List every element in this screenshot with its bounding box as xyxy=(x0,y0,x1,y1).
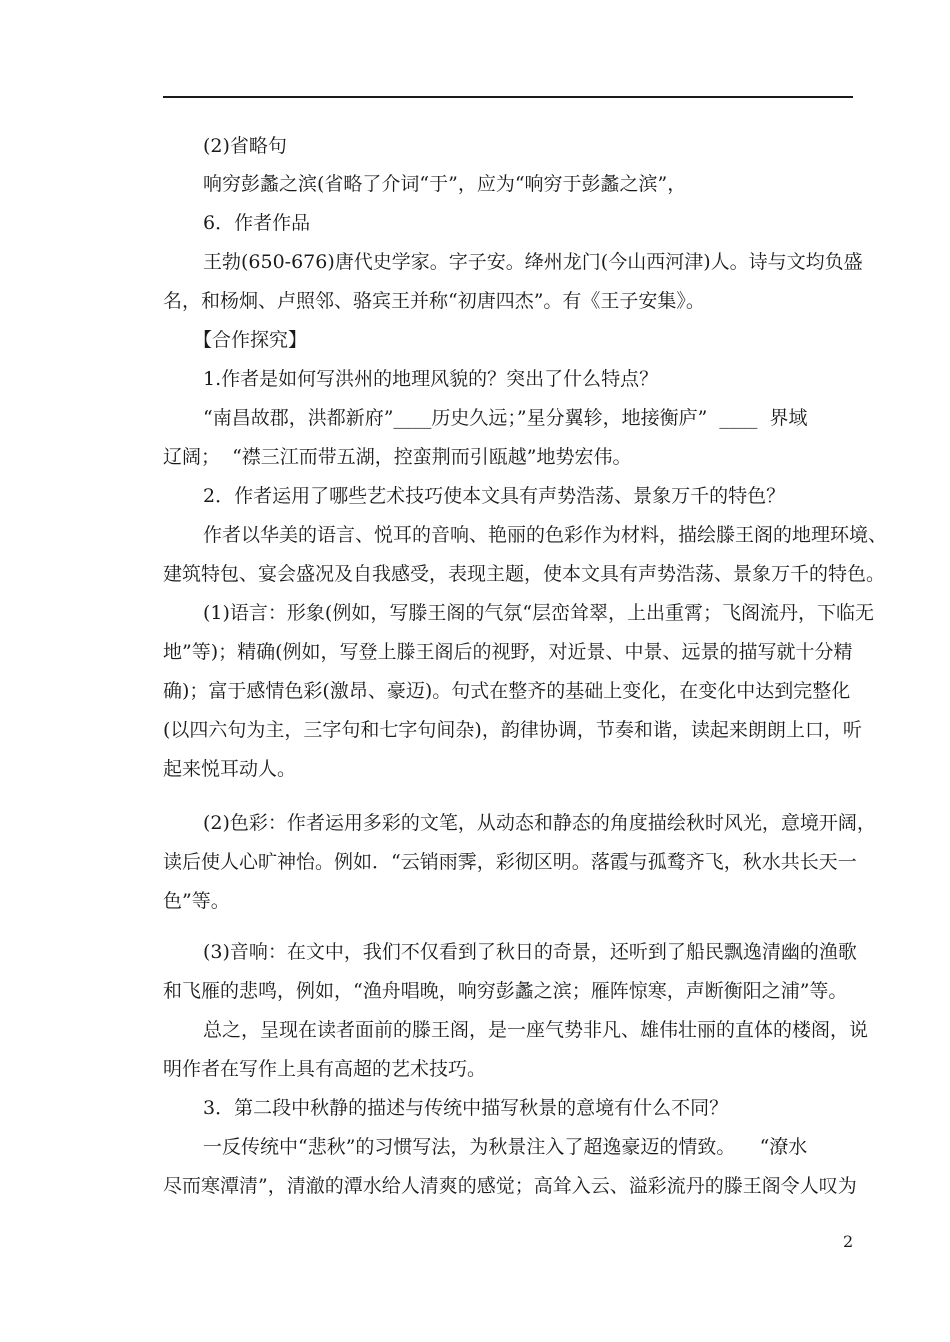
text-line: (2)省略句 xyxy=(203,135,287,157)
question-1: 1.作者是如何写洪州的地理风貌的？突出了什么特点？ xyxy=(203,368,659,390)
text-line: 响穷彭蠡之滨(省略了介词“于”，应为“响穷于彭蠡之滨”， xyxy=(203,173,687,195)
text-line: 确)；富于感情色彩(激昂、豪迈)。句式在整齐的基础上变化，在变化中达到完整化 xyxy=(163,680,851,702)
text-line: (3)音响：在文中，我们不仅看到了秋日的奇景，还听到了船民飘逸清幽的渔歌 xyxy=(203,941,857,963)
text-line: 6．作者作品 xyxy=(203,212,311,234)
text-line: 读后使人心旷神怡。例如．“云销雨霁，彩彻区明。落霞与孤鹜齐飞，秋水共长天一 xyxy=(163,851,857,873)
question-3: 3．第二段中秋静的描述与传统中描写秋景的意境有什么不同？ xyxy=(203,1097,729,1119)
question-2: 2．作者运用了哪些艺术技巧使本文具有声势浩荡、景象万千的特色？ xyxy=(203,485,786,507)
text-line: 地”等)；精确(例如，写登上滕王阁后的视野，对近景、中景、远景的描写就十分精 xyxy=(163,641,853,663)
text-line: 起来悦耳动人。 xyxy=(163,758,297,780)
section-heading: 【合作探究】 xyxy=(193,329,308,351)
text-line: (以四六句为主，三字句和七字句间杂)，韵律协调，节奏和谐，读起来朗朗上口，听 xyxy=(163,719,862,741)
text-line: 一反传统中“悲秋”的习惯写法，为秋景注入了超逸豪迈的情致。 “潦水 xyxy=(203,1136,808,1158)
text-line: 和飞雁的悲鸣，例如，“渔舟唱晚，响穷彭蠡之滨；雁阵惊寒，声断衡阳之浦”等。 xyxy=(163,980,848,1002)
text-line: (1)语言：形象(例如，写滕王阁的气氛“层峦耸翠，上出重霄；飞阁流丹，下临无 xyxy=(203,602,875,624)
text-line: 建筑特包、宴会盛况及自我感受，表现主题，使本文具有声势浩荡、景象万千的特色。 xyxy=(163,563,886,585)
text-line: 名，和杨炯、卢照邻、骆宾王并称“初唐四杰”。有《王子安集》。 xyxy=(163,290,705,312)
text-line: 明作者在写作上具有高超的艺术技巧。 xyxy=(163,1058,487,1080)
text-line: (2)色彩：作者运用多彩的文笔，从动态和静态的角度描绘秋时风光，意境开阔， xyxy=(203,812,876,834)
text-line: 色”等。 xyxy=(163,890,230,912)
page-number: 2 xyxy=(843,1232,854,1251)
text-line: 作者以华美的语言、悦耳的音响、艳丽的色彩作为材料，描绘滕王阁的地理环境、 xyxy=(203,524,888,546)
text-line: 辽阔； “襟三江而带五湖，控蛮荆而引瓯越”地势宏伟。 xyxy=(163,446,632,468)
text-line: 王勃(650-676)唐代史学家。字子安。绛州龙门(今山西河津)人。诗与文均负盛 xyxy=(203,251,863,273)
header-rule xyxy=(163,96,853,98)
text-line: “南昌故郡，洪都新府”____历史久远；”星分翼轸，地接衡庐” ____ 界域 xyxy=(203,407,808,429)
text-line: 尽而寒潭清”，清澈的潭水给人清爽的感觉；高耸入云、溢彩流丹的滕王阁令人叹为 xyxy=(163,1175,857,1197)
text-line: 总之，呈现在读者面前的滕王阁，是一座气势非凡、雄伟壮丽的直体的楼阁，说 xyxy=(203,1019,869,1041)
